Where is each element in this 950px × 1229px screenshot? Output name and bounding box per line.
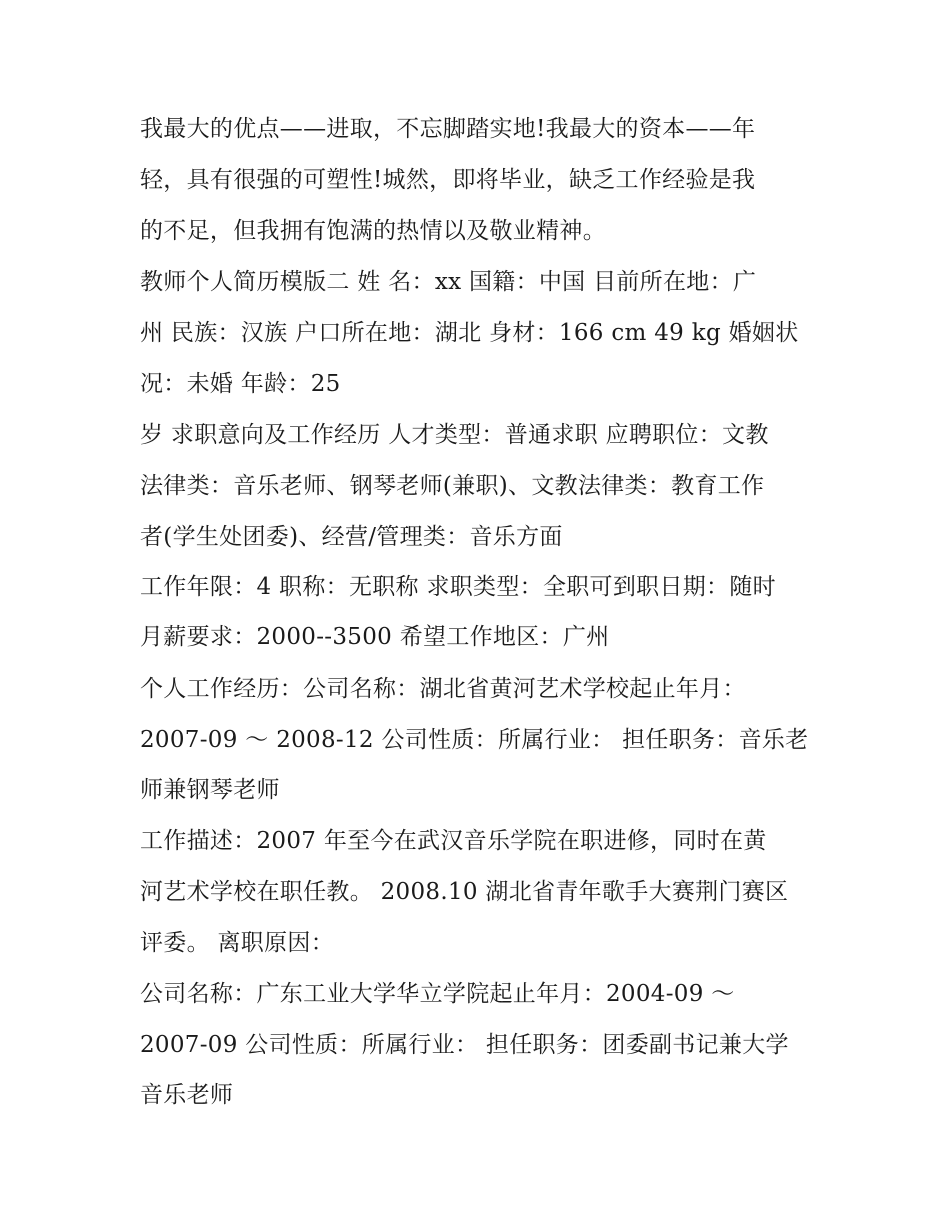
text-line: 公司名称：广东工业大学华立学院起止年月：2004-09 ～ [140, 981, 735, 1007]
text-line: 师兼钢琴老师 [140, 777, 280, 803]
text-line: 工作描述：2007 年至今在武汉音乐学院在职进修，同时在黄 [140, 828, 767, 854]
text-line: 者(学生处团委)、经营/管理类：音乐方面 [140, 524, 563, 550]
text-line: 州 民族：汉族 户口所在地：湖北 身材：166 cm 49 kg 婚姻状 [140, 320, 799, 346]
text-line: 我最大的优点——进取，不忘脚踏实地!我最大的资本——年 [140, 116, 756, 142]
text-line: 轻，具有很强的可塑性!城然，即将毕业，缺乏工作经验是我 [140, 167, 756, 193]
text-line: 法律类：音乐老师、钢琴老师(兼职)、文教法律类：教育工作 [140, 473, 765, 499]
text-line: 教师个人简历模版二 姓 名：xx 国籍：中国 目前所在地：广 [140, 269, 757, 295]
text-line: 音乐老师 [140, 1082, 234, 1108]
text-line: 岁 求职意向及工作经历 人才类型：普通求职 应聘职位：文教 [140, 422, 769, 448]
text-line: 的不足，但我拥有饱满的热情以及敬业精神。 [140, 218, 606, 244]
text-line: 2007-09 公司性质：所属行业： 担任职务：团委副书记兼大学 [140, 1032, 789, 1058]
text-line: 况：未婚 年龄：25 [140, 371, 341, 397]
text-line: 河艺术学校在职任教。 2008.10 湖北省青年歌手大赛荆门赛区 [140, 879, 789, 905]
text-line: 个人工作经历：公司名称：湖北省黄河艺术学校起止年月： [140, 676, 746, 702]
text-line: 评委。 离职原因： [140, 930, 335, 956]
text-line: 2007-09 ～ 2008-12 公司性质：所属行业： 担任职务：音乐老 [140, 727, 809, 753]
text-line: 月薪要求：2000--3500 希望工作地区：广州 [140, 624, 610, 650]
text-line: 工作年限：4 职称：无职称 求职类型：全职可到职日期：随时 [140, 574, 776, 600]
